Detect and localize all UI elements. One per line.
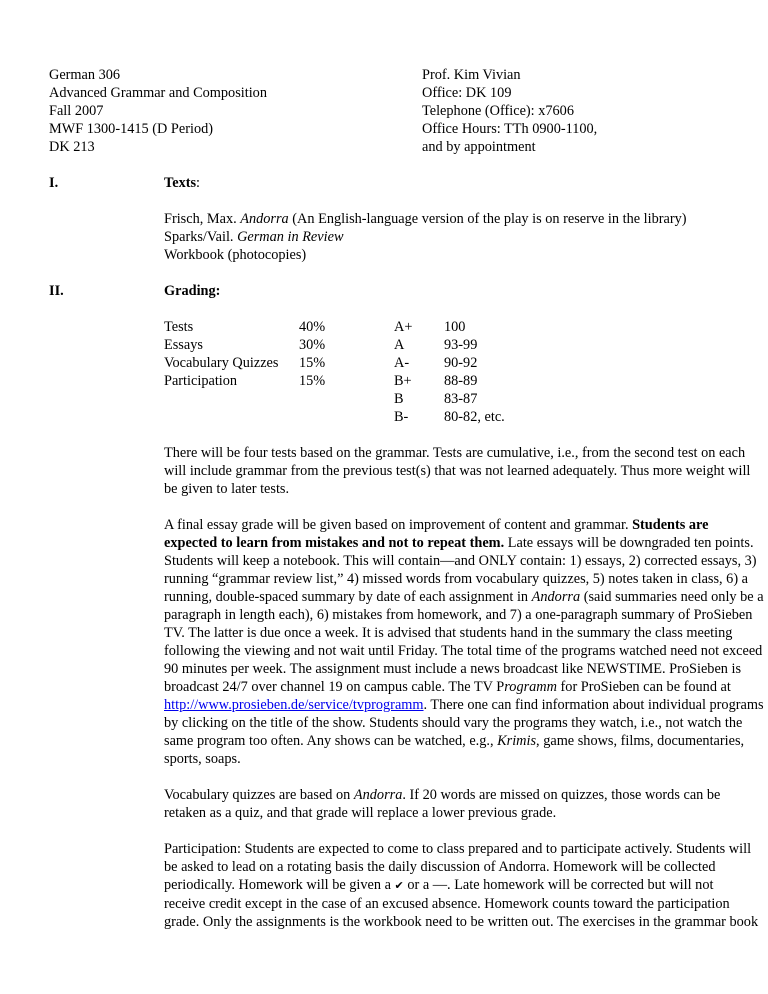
grade-letter: B- [394,409,409,425]
text-item-sparks: Sparks/Vail. German in Review [164,229,344,245]
participation-paragraph: Participation: Students are expected to come to class prepared and to participate actively. Students will be asked to lead on a rotating basis the daily discussion of Andorra. Homework will be collected periodically. Homework will be given a ✔ or a —. Late homework will be corrected but will not receive credit except in the case of an excused absence. Homework counts toward the participation grade. Only the assignments is the workbook need to be written out. The exercises in the grammar book [164,841,759,930]
grading-category: Tests [164,319,194,335]
grading-category: Participation [164,373,238,389]
course-number: German 306 [49,67,121,83]
grading-weight: 30% [299,337,326,353]
grade-letter: A+ [394,319,413,335]
texts-list [164,210,720,264]
office-hours-note: and by appointment [422,139,536,155]
checkmark-icon: ✔ [394,879,404,892]
grade-range: 93-99 [444,337,478,353]
grade-range: 100 [444,319,466,335]
grade-range: 83-87 [444,391,478,407]
course-room: DK 213 [49,139,95,155]
vocabulary-paragraph: Vocabulary quizzes are based on Andorra. If 20 words are missed on quizzes, those words can be retaken as a quiz, and that grade will replace a lower previous grade. [164,787,721,821]
grading-weights [299,318,325,390]
grade-letter: B+ [394,373,412,389]
section-number-texts: I. [49,175,59,191]
grade-range: 88-89 [444,373,478,389]
course-term: Fall 2007 [49,103,104,119]
tests-paragraph: There will be four tests based on the grammar. Tests are cumulative, i.e., from the second test on each will include grammar from the previous test(s) that was not learned adequately. Thus more weight will be given to later tests. [164,445,751,497]
course-info [49,66,267,156]
course-title: Advanced Grammar and Composition [49,85,267,101]
grade-letter: B [394,391,404,407]
grading-category: Essays [164,337,203,353]
instructor-phone: Telephone (Office): x7606 [422,103,574,119]
text-item-workbook: Workbook (photocopies) [164,247,307,263]
section-title-texts: Texts: [164,175,201,191]
grading-weight: 15% [299,355,326,371]
grading-category: Vocabulary Quizzes [164,355,279,371]
tvprogramm-link[interactable]: http://www.prosieben.de/service/tvprogramm [164,697,424,713]
grade-range: 80-82, etc. [444,409,505,425]
grading-categories [164,318,278,390]
essays-paragraph: A final essay grade will be given based on improvement of content and grammar. Students are expected to learn from mistakes and not to repeat them. Late essays will be downgraded ten points. Students will keep a notebook. This will contain—and ONLY contain: 1) essays, 2) corrected essays, 3) running “grammar review list,” 4) missed words from vocabulary quizzes, 5) notes taken in class, 6) a running, double-spaced summary by date of each assignment in Andorra (said summaries need only be a paragraph in length each), 6) mistakes from homework, and 7) a one-paragraph summary of ProSieben TV. The latter is due once a week. It is advised that students hand in the summary the class meeting following the viewing and not wait until Friday. The total time of the programs watched need not exceed 90 minutes per week. The assignment must include a news broadcast like NEWSTIME. ProSieben is broadcast 24/7 over channel 19 on campus cable. The TV Programm for ProSieben can be found at http://www.prosieben.de/service/tvprogramm. There one can find information about individual programs by clicking on the title of the show. Students should vary the programs they watch, i.e., not watch the same program too often. Any shows can be watched, e.g., Krimis, game shows, films, documentaries, sports, soaps. [164,517,764,767]
office-hours: Office Hours: TTh 0900-1100, [422,121,598,137]
grade-letters [394,318,412,426]
grade-ranges [444,318,505,426]
grade-range: 90-92 [444,355,478,371]
section-title-grading: Grading: [164,283,221,299]
grading-weight: 15% [299,373,326,389]
grade-letter: A [394,337,405,353]
text-item-frisch: Frisch, Max. Andorra (An English-language version of the play is on reserve in the library) [164,211,687,227]
instructor-office: Office: DK 109 [422,85,512,101]
grade-letter: A- [394,355,410,371]
section-number-grading: II. [49,283,64,299]
instructor-info [422,66,597,156]
course-schedule: MWF 1300-1415 (D Period) [49,121,214,137]
grading-weight: 40% [299,319,326,335]
instructor-name: Prof. Kim Vivian [422,67,521,83]
